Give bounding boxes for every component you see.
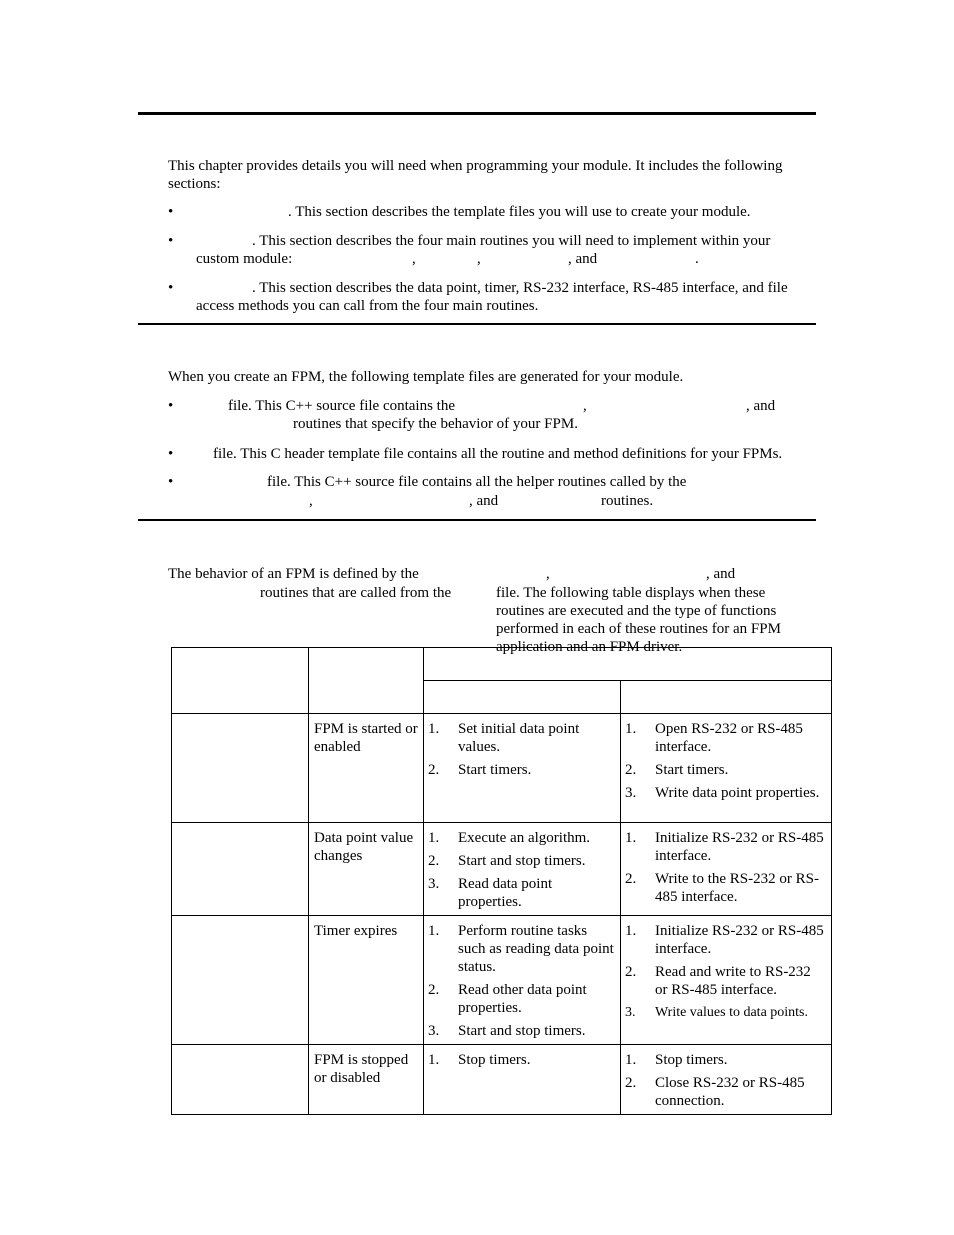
app-cell bbox=[424, 714, 621, 823]
bullet-icon: • bbox=[168, 280, 174, 296]
when-cell bbox=[309, 1045, 424, 1115]
routines-table bbox=[171, 647, 832, 1115]
list-item: 1. Initialize RS-232 or RS-485 interface. bbox=[625, 830, 824, 864]
header-cell-driver bbox=[621, 681, 832, 714]
list-item: 2. Start and stop timers. bbox=[428, 853, 586, 869]
list-item: 3. Start and stop timers. bbox=[428, 1023, 586, 1039]
header-cell-application bbox=[424, 681, 621, 714]
bullet-text bbox=[196, 232, 816, 268]
list-item: 2. Start timers. bbox=[625, 762, 729, 778]
separator: , bbox=[309, 493, 313, 509]
bullet-text: file. This C++ source file contains the bbox=[228, 398, 456, 414]
separator: , bbox=[477, 251, 481, 267]
driver-cell bbox=[621, 916, 832, 1045]
app-cell bbox=[424, 1045, 621, 1115]
routines-text: The behavior of an FPM is defined by the bbox=[168, 566, 419, 582]
routine-cell bbox=[172, 1045, 309, 1115]
list-item: 2. Write to the RS-232 or RS-485 interface. bbox=[625, 871, 819, 905]
list-item: 2. Start timers. bbox=[428, 762, 532, 778]
separator: . bbox=[695, 251, 699, 267]
bullet-text-cont: routines. bbox=[601, 493, 654, 509]
list-item: 1. Initialize RS-232 or RS-485 interface. bbox=[625, 923, 824, 957]
separator: , and bbox=[746, 398, 776, 414]
table-row bbox=[172, 714, 832, 823]
header-cell-routine bbox=[172, 648, 309, 714]
header-cell-when bbox=[309, 648, 424, 714]
bullet-text-cont: routines that specify the behavior of your FPM. bbox=[293, 416, 578, 432]
separator: , and bbox=[568, 251, 598, 267]
intro-paragraph: This chapter provides details you will need when programming your module. It includes the following sections: bbox=[168, 158, 783, 192]
bullet-text-main: . This section describes the data point, timer, RS-232 interface, RS-485 interface, and file access methods you can call from the four main routines. bbox=[196, 280, 788, 314]
when-text: FPM is stopped or disabled bbox=[314, 1052, 409, 1086]
list-item: 1. Set initial data point values. bbox=[428, 721, 580, 755]
separator: , bbox=[546, 566, 550, 582]
section-rule-1 bbox=[138, 323, 816, 325]
routine-cell bbox=[172, 714, 309, 823]
list-item: 1. Open RS-232 or RS-485 interface. bbox=[625, 721, 803, 755]
driver-cell bbox=[621, 823, 832, 916]
header-cell-functions bbox=[424, 648, 832, 681]
list-item: 2. Read other data point properties. bbox=[428, 982, 587, 1016]
when-text: Timer expires bbox=[314, 923, 398, 939]
routines-text: routines that are called from the bbox=[260, 585, 452, 601]
driver-cell bbox=[621, 714, 832, 823]
bullet-icon: • bbox=[168, 204, 174, 220]
bullet-icon: • bbox=[168, 474, 174, 490]
app-cell bbox=[424, 916, 621, 1045]
list-item: 1. Stop timers. bbox=[428, 1052, 531, 1068]
routines-text: file. The following table displays when these routines are executed and the type of functions performed in each of these routines for an FPM application and an FPM driver. bbox=[496, 585, 781, 655]
top-rule bbox=[138, 112, 816, 115]
bullet-text bbox=[196, 279, 816, 315]
routines-paragraph bbox=[168, 565, 816, 655]
separator: , and bbox=[469, 493, 499, 509]
separator: , and bbox=[706, 566, 736, 582]
bullet-icon: • bbox=[168, 446, 174, 462]
list-item: 3. Write values to data points. bbox=[625, 1005, 809, 1020]
separator: , bbox=[583, 398, 587, 414]
when-cell bbox=[309, 916, 424, 1045]
list-item: 3. Write data point properties. bbox=[625, 785, 820, 801]
list-item: 1. Stop timers. bbox=[625, 1052, 728, 1068]
list-item: 2. Read and write to RS-232 or RS-485 interface. bbox=[625, 964, 811, 998]
list-item: 2. Close RS-232 or RS-485 connection. bbox=[625, 1075, 805, 1109]
bullet-text: . This section describes the template files you will use to create your module. bbox=[288, 204, 751, 220]
app-cell bbox=[424, 823, 621, 916]
list-item: 3. Read data point properties. bbox=[428, 876, 553, 910]
separator: , bbox=[412, 251, 416, 267]
section-rule-2 bbox=[138, 519, 816, 521]
bullet-text-main: . This section describes the four main routines you will need to implement within your custom module: bbox=[196, 233, 771, 267]
routine-cell bbox=[172, 823, 309, 916]
bullet-text: file. This C header template file contains all the routine and method definitions for your FPMs. bbox=[213, 446, 783, 462]
bullet-text: file. This C++ source file contains all the helper routines called by the bbox=[267, 474, 687, 490]
templates-paragraph: When you create an FPM, the following template files are generated for your module. bbox=[168, 369, 684, 385]
routine-cell bbox=[172, 916, 309, 1045]
table-header-row bbox=[172, 648, 832, 681]
bullet-icon: • bbox=[168, 233, 174, 249]
driver-cell bbox=[621, 1045, 832, 1115]
when-text: FPM is started or enabled bbox=[314, 721, 418, 755]
table-row bbox=[172, 823, 832, 916]
list-item: 1. Perform routine tasks such as reading data point status. bbox=[428, 923, 614, 975]
when-text: Data point value changes bbox=[314, 830, 414, 864]
when-cell bbox=[309, 823, 424, 916]
list-item: 1. Execute an algorithm. bbox=[428, 830, 591, 846]
bullet-icon: • bbox=[168, 398, 174, 414]
table-row bbox=[172, 1045, 832, 1115]
table-row bbox=[172, 916, 832, 1045]
when-cell bbox=[309, 714, 424, 823]
